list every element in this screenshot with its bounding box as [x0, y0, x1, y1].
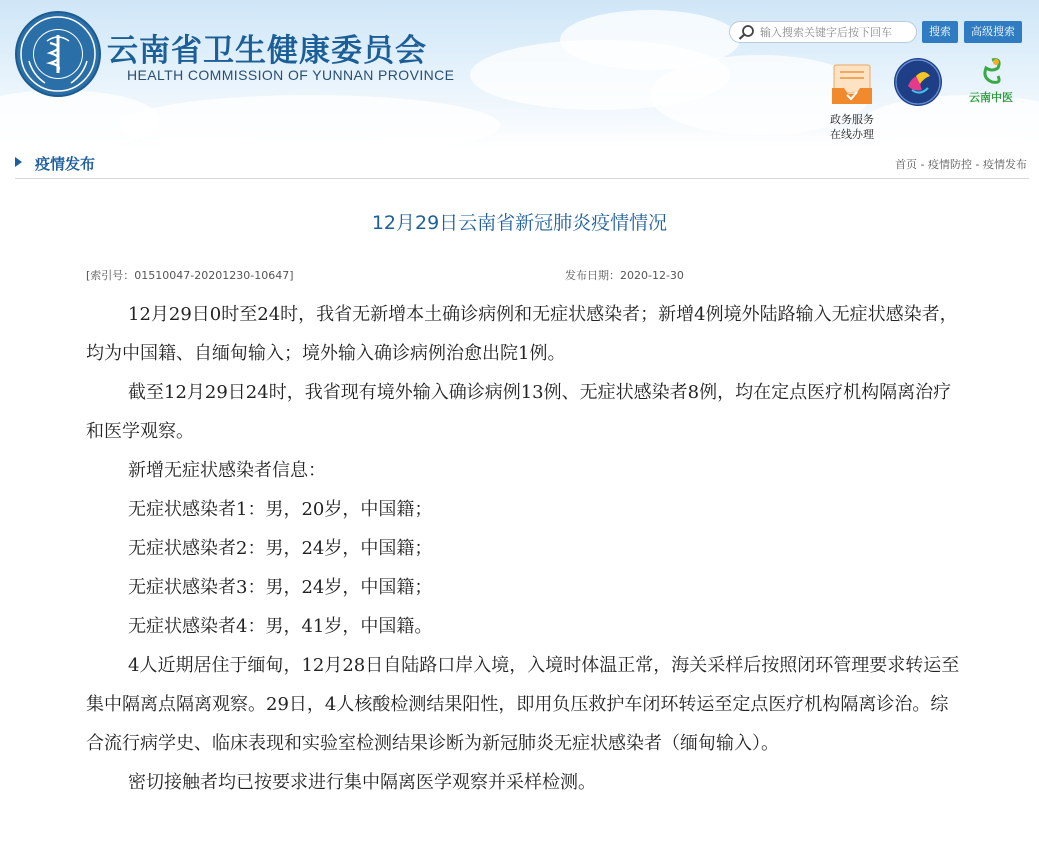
service-inbox-icon	[830, 62, 874, 106]
article-title: 12月29日云南省新冠肺炎疫情情况	[371, 212, 668, 234]
article-publish-date: 发布日期：2020-12-30	[565, 269, 684, 282]
article-paragraph: 无症状感染者3：男，24岁，中国籍；	[128, 577, 433, 598]
gov-service-link[interactable]	[826, 62, 878, 142]
site-title-en: HEALTH COMMISSION OF YUNNAN PROVINCE	[127, 67, 455, 83]
health-commission-emblem[interactable]	[15, 11, 101, 97]
article-paragraph: 无症状感染者2：男，24岁，中国籍；	[128, 538, 433, 559]
search-input[interactable]	[760, 24, 910, 40]
article-paragraph: 新增无症状感染者信息：	[128, 460, 326, 481]
article-paragraph: 无症状感染者4：男，41岁，中国籍。	[128, 616, 433, 637]
breadcrumb	[895, 156, 1027, 172]
article-paragraph: 4人近期居住于缅甸，12月28日自陆路口岸入境，入境时体温正常，海关采样后按照闭环管理要求转运至集中隔离点隔离观察。29日，4人核酸检测结果阳性，即用负压救护车闭环转运至定点医疗机构隔离诊治。综合流行病学史、临床表现和实验室检测结果诊断为新冠肺炎无症状感染者（缅甸输入）。	[86, 655, 960, 754]
logo3-label: 云南中医	[969, 91, 1013, 104]
breadcrumb-epidemic-release[interactable]: 疫情发布	[983, 158, 1027, 171]
breadcrumb-separator: -	[917, 158, 929, 171]
site-title[interactable]: 云南省卫生健康委员会	[107, 33, 427, 69]
article-paragraph: 无症状感染者1：男，20岁，中国籍；	[128, 499, 433, 520]
cloud-decoration	[120, 95, 500, 148]
service-label-line2: 在线办理	[830, 128, 874, 141]
triangle-right-icon	[15, 157, 22, 167]
yunnan-emblem-logo[interactable]	[894, 58, 942, 106]
cloud-decoration	[0, 90, 160, 148]
service-label-line1: 政务服务	[830, 113, 874, 126]
article-paragraph: 密切接触者均已按要求进行集中隔离医学观察并采样检测。	[128, 772, 596, 793]
search-box	[729, 21, 917, 43]
site-header	[0, 0, 1039, 148]
breadcrumb-home[interactable]: 首页	[895, 158, 918, 171]
search-icon	[738, 24, 756, 44]
yunnan-tcm-logo[interactable]	[962, 56, 1020, 108]
article-index-number: [索引号：01510047-20201230-10647]	[86, 269, 294, 282]
search-button[interactable]: 搜索	[922, 21, 958, 43]
section-title: 疫情发布	[35, 155, 96, 173]
article-paragraph: 截至12月29日24时，我省现有境外输入确诊病例13例、无症状感染者8例，均在定点医疗机构隔离治疗和医学观察。	[86, 382, 952, 442]
article-body	[86, 295, 961, 802]
breadcrumb-epidemic-control[interactable]: 疫情防控	[928, 158, 973, 171]
breadcrumb-separator: -	[972, 158, 983, 171]
article-paragraph: 12月29日0时至24时，我省无新增本土确诊病例和无症状感染者；新增4例境外陆路输入无症状感染者，均为中国籍、自缅甸输入；境外输入确诊病例治愈出院1例。	[86, 304, 958, 364]
section-nav-bar	[15, 150, 1029, 179]
advanced-search-button[interactable]: 高级搜索	[964, 21, 1022, 43]
